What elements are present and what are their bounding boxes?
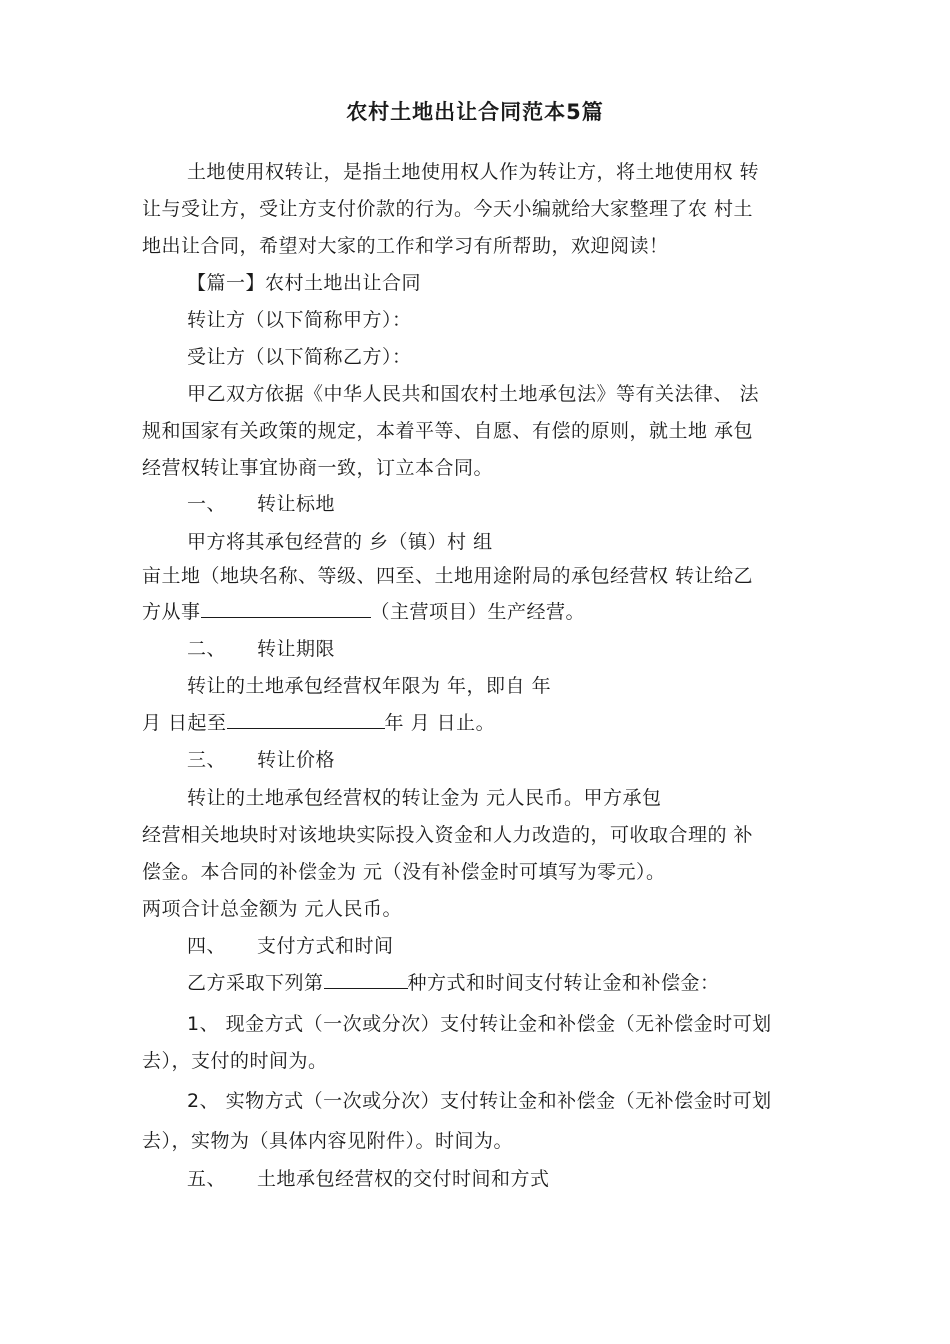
payment-method-blank[interactable] (324, 968, 408, 989)
preamble-line-1: 甲乙双方依据《中华人民共和国农村土地承包法》等有关法律、 法 (187, 383, 760, 405)
article-2-line-2 (142, 708, 495, 738)
preamble-line-3: 经营权转让事宜协商一致，订立本合同。 (142, 457, 494, 479)
article-4-title: 支付方式和时间 (257, 935, 394, 957)
article-3-number: 三、 (187, 749, 227, 771)
article-3-title: 转让价格 (257, 749, 336, 771)
article-3-line-1: 转让的土地承包经营权的转让金为 元人民币。甲方承包 (187, 787, 662, 809)
article-5-number: 五、 (187, 1168, 227, 1190)
intro-line-3: 地出让合同，希望对大家的工作和学习有所帮助，欢迎阅读！ (142, 235, 669, 257)
article-5-title: 土地承包经营权的交付时间和方式 (257, 1168, 550, 1190)
article-3-line-4: 两项合计总金额为 元人民币。 (142, 898, 403, 920)
intro-line-2: 让与受让方，受让方支付价款的行为。今天小编就给大家整理了农 村土 (142, 198, 754, 220)
end-date-blank[interactable] (227, 708, 385, 729)
party-a-line: 转让方（以下简称甲方）： (187, 309, 412, 331)
article-1-title: 转让标地 (257, 493, 336, 515)
article-2-line-1: 转让的土地承包经营权年限为 年，即自 年 (187, 675, 552, 697)
payment-item-2-line-2: 去），实物为（具体内容见附件）。时间为。 (142, 1130, 514, 1152)
section-heading: 【篇一】农村土地出让合同 (187, 272, 422, 294)
main-project-blank[interactable] (201, 597, 371, 618)
article-3-line-3: 偿金。本合同的补偿金为 元（没有补偿金时可填写为零元）。 (142, 861, 666, 883)
article-4-line-1-suffix: 种方式和时间支付转让金和补偿金： (407, 972, 720, 994)
article-1-line-3-prefix: 方从事 (142, 601, 201, 623)
article-3-line-2: 经营相关地块时对该地块实际投入资金和人力改造的，可收取合理的 补 (142, 824, 754, 846)
article-4-line-1 (187, 968, 720, 998)
article-2-line-2-prefix: 月 日起至 (142, 712, 227, 734)
preamble-line-2: 规和国家有关政策的规定，本着平等、自愿、有偿的原则，就土地 承包 (142, 420, 754, 442)
article-1-line-3 (142, 597, 585, 627)
payment-item-1-line-2: 去），支付的时间为。 (142, 1050, 328, 1072)
article-2-title: 转让期限 (257, 638, 336, 660)
intro-line-1: 土地使用权转让，是指土地使用权人作为转让方，将土地使用权 转 (187, 161, 760, 183)
payment-item-1-line-1: 1、 现金方式（一次或分次）支付转让金和补偿金（无补偿金时可划 (187, 1013, 772, 1035)
article-1-number: 一、 (187, 493, 227, 515)
article-4-number: 四、 (187, 935, 227, 957)
article-1-line-3-suffix: （主营项目）生产经营。 (370, 601, 586, 623)
party-b-line: 受让方（以下简称乙方）： (187, 346, 412, 368)
article-1-line-2: 亩土地（地块名称、等级、四至、土地用途附局的承包经营权 转让给乙 (142, 565, 754, 587)
article-1-line-1: 甲方将其承包经营的 乡（镇）村 组 (187, 531, 493, 553)
document-title: 农村土地出让合同范本5篇 (346, 100, 604, 124)
article-2-number: 二、 (187, 638, 227, 660)
article-4-line-1-prefix: 乙方采取下列第 (187, 972, 324, 994)
article-2-line-2-suffix: 年 月 日止。 (384, 712, 496, 734)
payment-item-2-line-1: 2、 实物方式（一次或分次）支付转让金和补偿金（无补偿金时可划 (187, 1090, 772, 1112)
